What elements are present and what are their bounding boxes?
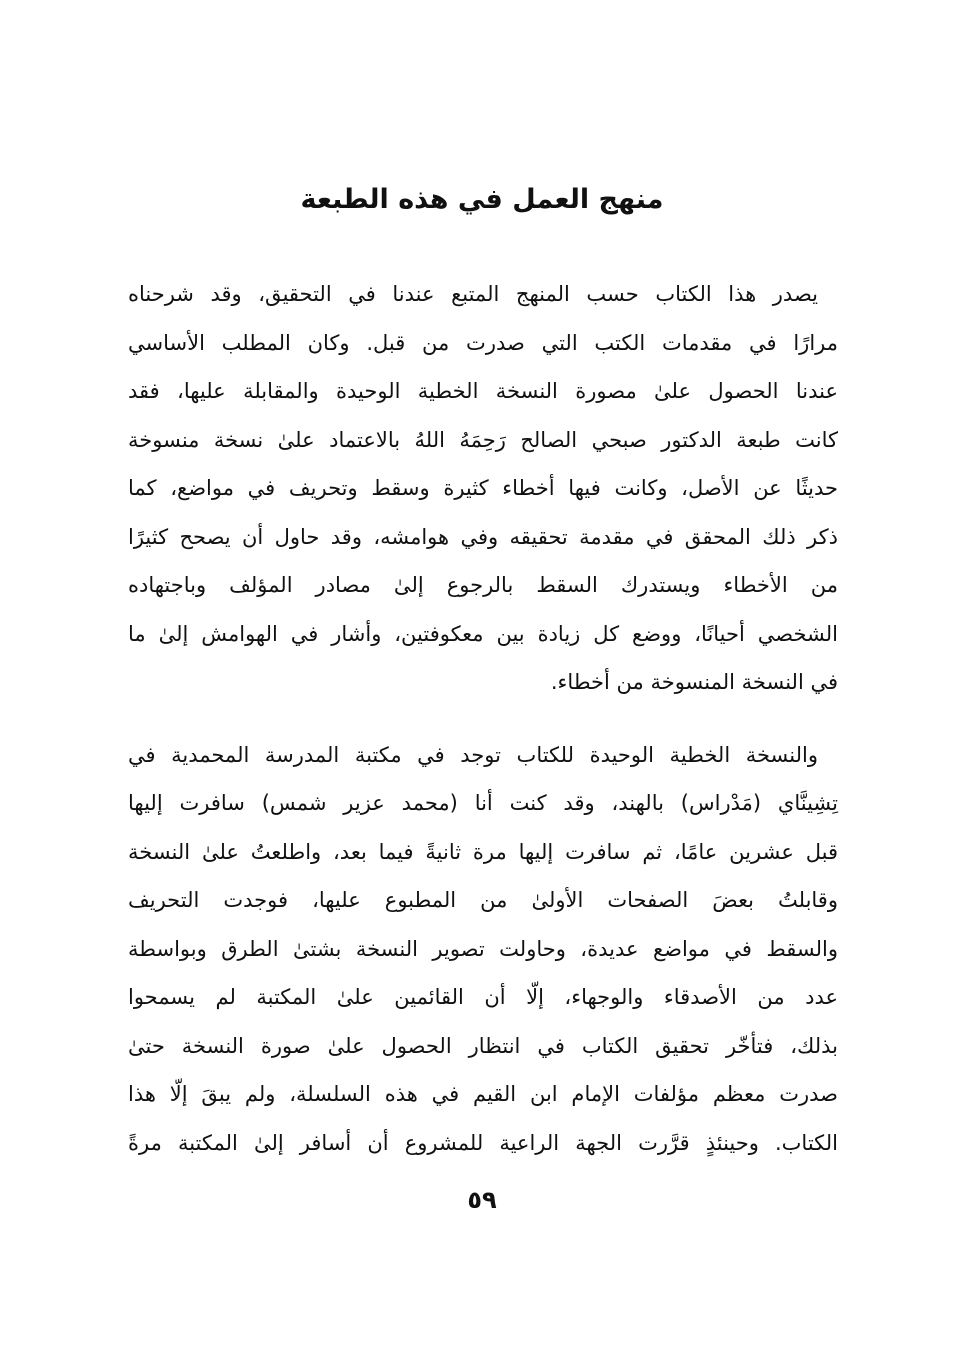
paragraph-spacer <box>128 707 838 731</box>
paragraph-line: وقابلتُ بعضَ الصفحات الأولىٰ من المطبوع عليها، فوجدت التحريف <box>128 888 838 912</box>
paragraph-line: عدد من الأصدقاء والوجهاء، إلّا أن القائمين علىٰ المكتبة لم يسمحوا <box>128 985 838 1009</box>
paragraph-line: من الأخطاء ويستدرك السقط بالرجوع إلىٰ مصادر المؤلف وباجتهاده <box>128 573 838 597</box>
paragraph-line: صدرت معظم مؤلفات الإمام ابن القيم في هذه السلسلة، ولم يبقَ إلّا هذا <box>128 1082 838 1106</box>
paragraph-2 <box>128 731 838 1168</box>
paragraph-line: الكتاب. وحينئذٍ قرَّرت الجهة الراعية للمشروع أن أسافر إلىٰ المكتبة مرةً <box>128 1130 838 1155</box>
paragraph-line: والسقط في مواضع عديدة، وحاولت تصوير النسخة بشتىٰ الطرق وبواسطة <box>128 936 838 961</box>
paragraph-line: كانت طبعة الدكتور صبحي الصالح رَحِمَهُ اللهُ بالاعتماد علىٰ نسخة منسوخة <box>128 427 838 452</box>
paragraph-line: الشخصي أحيانًا، ووضع كل زيادة بين معكوفتين، وأشار في الهوامش إلىٰ ما <box>128 621 838 646</box>
paragraph-line: تِشِينَّاي (مَدْراس) بالهند، وقد كنت أنا (محمد عزير شمس) سافرت إليها <box>128 791 838 815</box>
body-text <box>128 270 838 1167</box>
paragraph-line: يصدر هذا الكتاب حسب المنهج المتبع عندنا في التحقيق، وقد شرحناه <box>128 282 818 306</box>
page-number: ٥٩ <box>467 1186 497 1214</box>
page-title: منهج العمل في هذه الطبعة <box>300 184 664 215</box>
paragraph-line: والنسخة الخطية الوحيدة للكتاب توجد في مكتبة المدرسة المحمدية في <box>128 742 818 767</box>
paragraph-line: عندنا الحصول علىٰ مصورة النسخة الخطية الوحيدة والمقابلة عليها، فقد <box>128 379 838 403</box>
paragraph-line: ذكر ذلك المحقق في مقدمة تحقيقه وفي هوامشه، وقد حاول أن يصحح كثيرًا <box>128 524 838 549</box>
paragraph-line: بذلك، فتأخّر تحقيق الكتاب في انتظار الحصول علىٰ صورة النسخة حتىٰ <box>128 1033 838 1058</box>
paragraph-line: حديثًا عن الأصل، وكانت فيها أخطاء كثيرة وسقط وتحريف في مواضع، كما <box>128 476 838 500</box>
paragraph-line: في النسخة المنسوخة من أخطاء. <box>550 670 838 694</box>
paragraph-line: قبل عشرين عامًا، ثم سافرت إليها مرة ثانيةً فيما بعد، واطلعتُ علىٰ النسخة <box>128 839 838 864</box>
paragraph-line: مرارًا في مقدمات الكتب التي صدرت من قبل. وكان المطلب الأساسي <box>128 330 838 355</box>
paragraph-1 <box>128 270 838 707</box>
